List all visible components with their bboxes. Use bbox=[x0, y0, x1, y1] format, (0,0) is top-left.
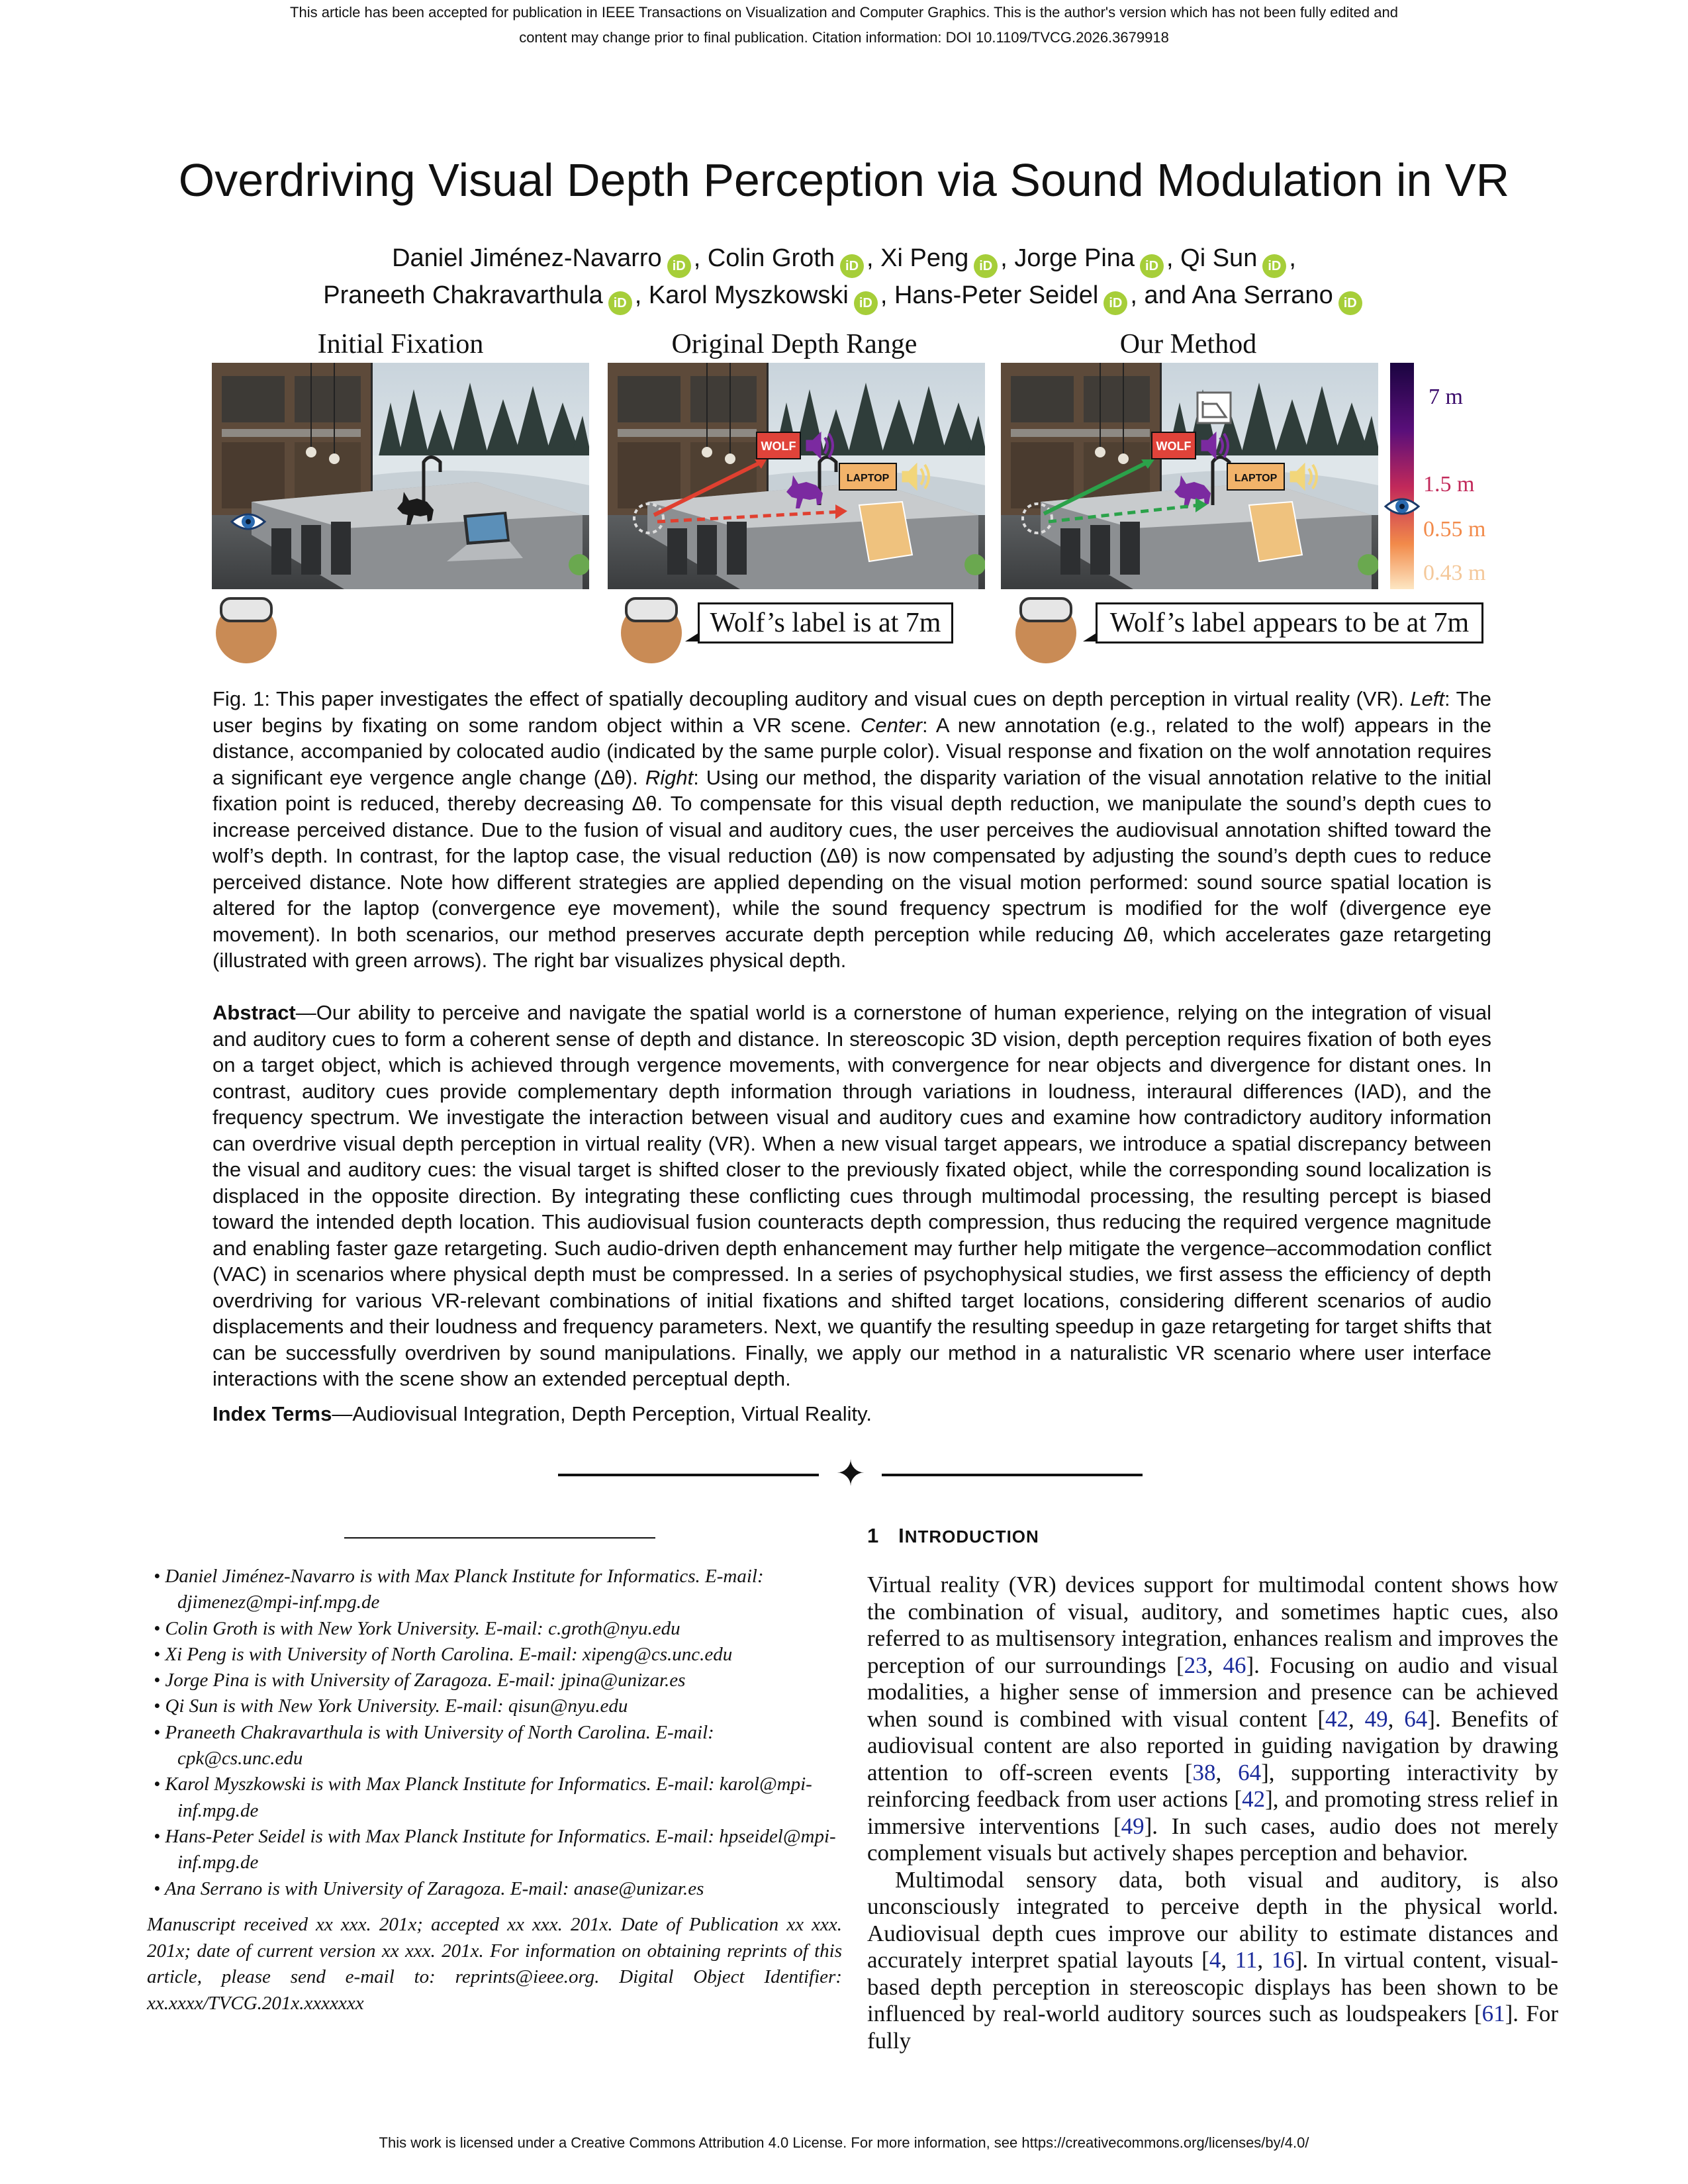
affiliation-item: • Daniel Jiménez-Navarro is with Max Planck Institute for Informatics. E-mail: djimenez@mpi-inf.mpg.de bbox=[154, 1566, 764, 1613]
caption-prefix: Fig. 1: This paper investigates the effect of spatially decoupling auditory and visual cues on depth perception in virtual reality (VR). bbox=[212, 687, 1404, 710]
citation-link[interactable]: 46 bbox=[1223, 1652, 1246, 1678]
author-name: Jorge Pina bbox=[1014, 244, 1135, 272]
orcid-icon[interactable]: iD bbox=[667, 254, 691, 278]
abstract bbox=[212, 1000, 1491, 1392]
citation-link[interactable]: 16 bbox=[1271, 1947, 1295, 1973]
affiliation-item: • Ana Serrano is with University of Zaragoza. E-mail: anase@unizar.es bbox=[154, 1877, 704, 1899]
orcid-icon[interactable]: iD bbox=[608, 291, 632, 315]
author-conjunction: and bbox=[1144, 281, 1192, 309]
index-terms bbox=[212, 1401, 1491, 1427]
caption-right-label: Right bbox=[645, 765, 694, 789]
panel-label-initial-fixation: Initial Fixation bbox=[317, 329, 484, 359]
citation-link[interactable]: 61 bbox=[1481, 2001, 1505, 2026]
affiliation-item: • Xi Peng is with University of North Carolina. E-mail: xipeng@cs.unc.edu bbox=[154, 1643, 733, 1665]
wolf-label-text-method: WOLF bbox=[1156, 440, 1192, 453]
author-name: Ana Serrano bbox=[1192, 281, 1333, 309]
panel-label-original-depth: Original Depth Range bbox=[671, 329, 917, 359]
panel-label-our-method: Our Method bbox=[1119, 329, 1257, 359]
affiliation-item: • Praneeth Chakravarthula is with University of North Carolina. E-mail: cpk@cs.unc.edu bbox=[154, 1721, 714, 1770]
publication-notice-line-1: This article has been accepted for publication in IEEE Transactions on Visualization and Computer Graphics. This is the author's version which has not been fully edited and bbox=[290, 4, 1398, 21]
eye-icon bbox=[1382, 491, 1422, 522]
author-name: Hans-Peter Seidel bbox=[894, 281, 1099, 309]
caption-left-label: Left bbox=[1410, 687, 1445, 710]
speech-bubble-original: Wolf’s label is at 7m bbox=[698, 602, 953, 643]
citation-link[interactable]: 4 bbox=[1209, 1947, 1221, 1973]
orcid-icon[interactable]: iD bbox=[1103, 291, 1127, 315]
orcid-icon[interactable]: iD bbox=[974, 254, 998, 278]
author-line-1: Daniel Jiménez-Navarro iD , Colin Groth iD , Xi Peng iD , Jorge Pina iD , Qi Sun iD , bbox=[99, 241, 1589, 278]
citation-link[interactable]: 11 bbox=[1235, 1947, 1258, 1973]
speech-bubble-method: Wolf’s label appears to be at 7m bbox=[1096, 602, 1483, 643]
affiliation-item: • Jorge Pina is with University of Zaragoza. E-mail: jpina@unizar.es bbox=[154, 1670, 686, 1691]
scene-our-method bbox=[1001, 363, 1378, 589]
caption-left-text: : The user begins by fixating on some random object within a VR scene. bbox=[212, 687, 1491, 737]
citation-link[interactable]: 23 bbox=[1184, 1652, 1207, 1678]
abstract-text: —Our ability to perceive and navigate the spatial world is a cornerstone of human experience, relying on the integration of visual and auditory cues to form a coherent sense of depth and distance. In stereoscopic 3D vision, depth perception requires fixation of both eyes on a target object, which is achieved through vergence movements, with convergence for near objects and divergence for distant ones. In contrast, auditory cues provide complementary depth information through variations in loudness, interaural differences (IAD), and the frequency spectrum. We investigate the interaction between visual and auditory cues and examine how contradictory auditory information can overdrive visual depth perception in virtual reality (VR). When a new visual target appears, we introduce a spatial discrepancy between the visual and auditory cues: the visual target is shifted closer to the previously fixated object, while the corresponding sound localization is displaced in the opposite direction. By integrating these conflicting cues through multimodal processing, the resulting percept is biased toward the intended depth location. This audiovisual fusion counteracts depth compression, thus reducing the required vergence magnitude and enabling faster gaze retargeting. Such audio-driven depth enhancement may further help mitigate the vergence–accommodation conflict (VAC) in scenarios where physical depth must be compressed. In a series of psychophysical studies, we first assess the efficiency of depth overdriving for various VR-relevant combinations of initial fixations and shifted target locations, considering different scenarios of audio displacements and their loudness and frequency parameters. Next, we quantify the resulting speedup in gaze retargeting for target shifts that can be successfully overdriven by sound manipulations. Finally, we apply our method in a naturalistic VR scenario where user interface interactions with the scene show an extended perceptual depth. bbox=[212, 1001, 1491, 1390]
separator-line-right bbox=[882, 1474, 1143, 1476]
section-title-first: I bbox=[898, 1524, 905, 1547]
separator-star-icon: ✦ bbox=[835, 1454, 866, 1494]
citation-link[interactable]: 49 bbox=[1364, 1705, 1388, 1732]
author-name: Karol Myszkowski bbox=[648, 281, 849, 309]
citation-link[interactable]: 49 bbox=[1121, 1813, 1145, 1839]
citation-link[interactable]: 42 bbox=[1242, 1786, 1266, 1812]
affiliation-item: • Karol Myszkowski is with Max Planck Institute for Informatics. E-mail: karol@mpi-inf.mpg.de bbox=[154, 1774, 812, 1821]
author-name: Xi Peng bbox=[880, 244, 969, 272]
intro-paragraph-1: Virtual reality (VR) devices support for multimodal content shows how the combination of visual, auditory, and sometimes haptic cues, also referred to as multisensory integration, enhances realism and improves the perception of our surroundings [23, 46]. Focusing on audio and visual modalities, a higher sense of immersion and presence can be achieved when sound is combined with visual content [42, 49, 64]. Benefits of audiovisual content are also reported in guiding navigation by drawing attention to off-screen events [38, 64], supporting interactivity by reinforcing feedback from user actions [42], and promoting stress relief in immersive interventions [49]. In such cases, audio does not merely complement visuals but actively shapes perception and behavior. bbox=[867, 1572, 1559, 1866]
section-number: 1 bbox=[867, 1524, 880, 1547]
paper-title: Overdriving Visual Depth Perception via Sound Modulation in VR bbox=[178, 154, 1510, 206]
user-head-icon bbox=[617, 596, 686, 665]
author-name: Praneeth Chakravarthula bbox=[323, 281, 603, 309]
user-head-icon bbox=[1011, 596, 1080, 665]
index-terms-text: —Audiovisual Integration, Depth Perception, Virtual Reality. bbox=[332, 1402, 872, 1425]
caption-right-text: : Using our method, the disparity variation of the visual annotation relative to the initial fixation point is reduced, thereby decreasing Δθ. To compensate for this visual depth reduction, we manipulate the sound’s depth cues to increase perceived distance. Due to the fusion of visual and auditory cues, the user perceives the audiovisual annotation shifted toward the wolf’s depth. In contrast, for the laptop case, the visual reduction (Δθ) is now compensated by adjusting the sound’s depth cues to reduce perceived distance. Note how different strategies are applied depending on the visual motion performed: sound source spatial location is altered for the laptop (convergence eye movement), while the sound frequency spectrum is modified for the wolf (divergence eye movement). In both scenarios, our method preserves accurate depth perception while reducing Δθ, which accelerates gaze retargeting (illustrated with green arrows). The right bar visualizes physical depth. bbox=[212, 765, 1491, 972]
citation-link[interactable]: 38 bbox=[1192, 1759, 1216, 1785]
index-terms-label: Index Terms bbox=[212, 1402, 332, 1425]
figure-caption bbox=[212, 686, 1491, 974]
affiliation-item: • Colin Groth is with New York University. E-mail: c.groth@nyu.edu bbox=[154, 1617, 680, 1639]
publication-notice bbox=[0, 0, 1688, 50]
section-title-rest: NTRODUCTION bbox=[904, 1527, 1039, 1546]
separator-line-left bbox=[558, 1474, 819, 1476]
orcid-icon[interactable]: iD bbox=[1338, 291, 1362, 315]
user-head-icon bbox=[212, 596, 281, 665]
author-name: Daniel Jiménez-Navarro bbox=[392, 244, 662, 272]
caption-center-label: Center bbox=[860, 713, 923, 737]
depth-label-1-5m: 1.5 m bbox=[1423, 472, 1475, 497]
laptop-label-text-method: LAPTOP bbox=[1234, 473, 1278, 484]
section-heading-introduction bbox=[867, 1523, 1529, 1550]
abstract-label: Abstract bbox=[212, 1001, 296, 1024]
laptop-label-text: LAPTOP bbox=[846, 473, 890, 484]
scene-initial-fixation bbox=[212, 363, 589, 589]
manuscript-note: Manuscript received xx xxx. 201x; accepted xx xxx. 201x. Date of Publication xx xxx. 201x; date of current version xx xxx. 201x. For information on obtaining reprints of this article, please send e-mail to: reprints@ieee.org. Digital Object Identifier: xx.xxxx/TVCG.201x.xxxxxxx bbox=[147, 1914, 842, 2014]
depth-label-0-43m: 0.43 m bbox=[1423, 561, 1486, 585]
author-affiliations bbox=[154, 1564, 842, 1902]
footnote-rule bbox=[344, 1537, 655, 1539]
citation-link[interactable]: 64 bbox=[1238, 1759, 1262, 1785]
citation-link[interactable]: 42 bbox=[1325, 1705, 1349, 1732]
depth-label-0-55m: 0.55 m bbox=[1423, 517, 1486, 542]
affiliation-item: • Hans-Peter Seidel is with Max Planck Institute for Informatics. E-mail: hpseidel@mpi-inf.mpg.de bbox=[154, 1825, 836, 1874]
orcid-icon[interactable]: iD bbox=[1140, 254, 1164, 278]
introduction-text bbox=[867, 1572, 1558, 2054]
orcid-icon[interactable]: iD bbox=[854, 291, 878, 315]
author-line-2: Praneeth Chakravarthula iD , Karol Myszkowski iD , Hans-Peter Seidel iD , and Ana Serrano iD bbox=[99, 278, 1589, 315]
affiliation-item: • Qi Sun is with New York University. E-mail: qisun@nyu.edu bbox=[154, 1695, 628, 1717]
license-notice: This work is licensed under a Creative Commons Attribution 4.0 License. For more information, see https://creativecommons.org/licenses/by/4.0/ bbox=[379, 2134, 1309, 2151]
depth-label-7m: 7 m bbox=[1429, 385, 1463, 409]
caption-center-text: : A new annotation (e.g., related to the wolf) appears in the distance, accompanied by colocated audio (indicated by the same purple color). Visual response and fixation on the wolf annotation requires a significant eye vergence angle change (Δθ). bbox=[212, 713, 1492, 789]
author-name: Qi Sun bbox=[1180, 244, 1258, 272]
scene-original-depth bbox=[608, 363, 985, 589]
wolf-label-text: WOLF bbox=[761, 440, 796, 453]
author-list bbox=[99, 241, 1589, 315]
orcid-icon[interactable]: iD bbox=[1262, 254, 1286, 278]
depth-colorbar bbox=[1390, 363, 1414, 589]
intro-paragraph-2: Multimodal sensory data, both visual and auditory, is also unconsciously integrated to perceive depth in the physical world. Audiovisual depth cues improve our ability to estimate distances and accurately interpret spatial layouts [4, 11, 16]. In virtual content, visual-based depth perception in stereoscopic displays has been shown to be influenced by real-world auditory sources such as loudspeakers [61]. For fully bbox=[867, 1866, 1559, 2054]
citation-link[interactable]: 64 bbox=[1404, 1705, 1428, 1732]
orcid-icon[interactable]: iD bbox=[840, 254, 864, 278]
author-name: Colin Groth bbox=[707, 244, 835, 272]
publication-notice-line-2: content may change prior to final publication. Citation information: DOI 10.1109/TVCG.2026.3679918 bbox=[519, 29, 1169, 46]
